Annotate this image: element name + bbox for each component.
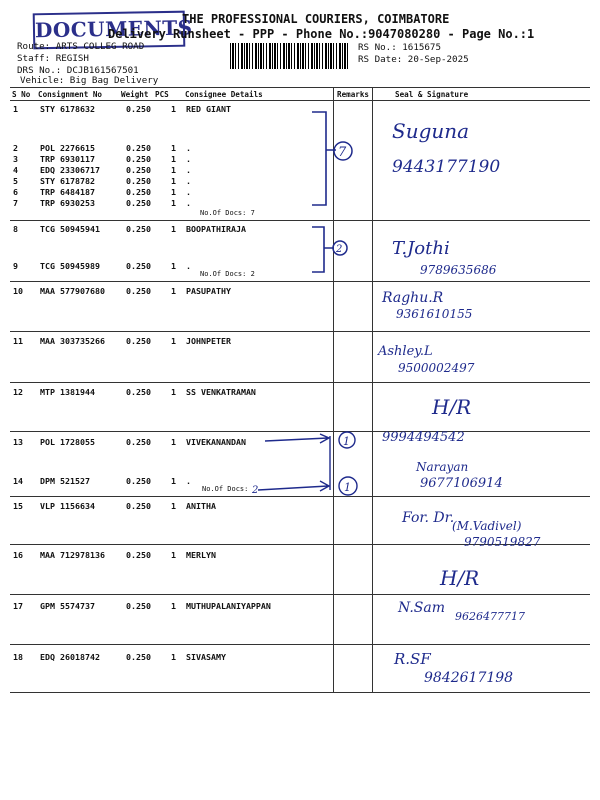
handwritten-phone: 9790519827 [464, 535, 541, 549]
row-sno: 5 [13, 176, 18, 186]
bracket-mark [312, 227, 334, 272]
col-header-remarks: Remarks [337, 90, 370, 99]
col-header-pcs: PCS [155, 90, 169, 99]
handwritten-signature: Suguna [392, 119, 470, 143]
handwritten-phone: 9842617198 [424, 670, 514, 686]
row-sno: 14 [13, 476, 23, 486]
handwritten-signature: For. Dr. [402, 510, 455, 526]
row-consignment: TRP 6930117 [40, 154, 95, 164]
count-annotation: 1 [343, 435, 350, 448]
row-consignee: . [186, 154, 191, 164]
row-weight: 0.250 [126, 154, 151, 164]
row-consignee: . [186, 261, 191, 271]
no-of-docs: No.Of Docs: 7 [200, 209, 255, 217]
row-weight: 0.250 [126, 437, 151, 447]
row-pcs: 1 [171, 387, 176, 397]
row-sno: 10 [13, 286, 23, 296]
row-weight: 0.250 [126, 652, 151, 662]
row-pcs: 1 [171, 143, 176, 153]
handwritten-phone: 9443177190 [392, 157, 501, 177]
handwritten-phone: 9677106914 [420, 476, 503, 491]
row-consignee: JOHNPETER [186, 336, 231, 346]
row-sno: 16 [13, 550, 23, 560]
col-header-signature: Seal & Signature [395, 90, 469, 99]
handwritten-signature: Narayan [416, 460, 469, 474]
handwritten-signature: Raghu.R [382, 290, 444, 306]
row-weight: 0.250 [126, 143, 151, 153]
row-pcs: 1 [171, 224, 176, 234]
row-pcs: 1 [171, 501, 176, 511]
row-sno: 8 [13, 224, 18, 234]
row-pcs: 1 [171, 550, 176, 560]
row-pcs: 1 [171, 336, 176, 346]
handwritten-phone: 9626477717 [455, 610, 525, 623]
col-header-consignment: Consignment No [38, 90, 103, 99]
row-consignment: MTP 1381944 [40, 387, 95, 397]
row-sno: 12 [13, 387, 23, 397]
row-consignee: MUTHUPALANIYAPPAN [186, 601, 271, 611]
company-title: THE PROFESSIONAL COURIERS, COIMBATORE [182, 12, 450, 26]
row-consignment: DPM 521527 [40, 476, 90, 486]
handwritten-signature: T.Jothi [392, 238, 450, 259]
handwritten-note: H/R [432, 395, 472, 419]
documents-stamp: DOCUMENTS [33, 11, 186, 50]
count-annotation: 2 [336, 244, 343, 255]
row-consignment: STY 6178632 [40, 104, 95, 114]
col-header-weight: Weight [121, 90, 149, 99]
row-consignee: . [186, 198, 191, 208]
row-weight: 0.250 [126, 476, 151, 486]
row-sno: 13 [13, 437, 23, 447]
row-weight: 0.250 [126, 550, 151, 560]
vehicle-label: Vehicle: Big Bag Delivery [20, 75, 159, 86]
row-consignment: EDQ 23306717 [40, 165, 100, 175]
row-consignment: TCG 50945989 [40, 261, 100, 271]
row-pcs: 1 [171, 601, 176, 611]
count-annotation: 1 [344, 481, 351, 494]
row-pcs: 1 [171, 476, 176, 486]
row-sno: 4 [13, 165, 18, 175]
row-pcs: 1 [171, 187, 176, 197]
row-consignment: MAA 712978136 [40, 550, 105, 560]
no-of-docs: No.Of Docs: 2 [200, 270, 255, 278]
handwritten-note: H/R [440, 566, 480, 590]
row-sno: 9 [13, 261, 18, 271]
row-sno: 15 [13, 501, 23, 511]
row-weight: 0.250 [126, 104, 151, 114]
row-consignee: MERLYN [186, 550, 216, 560]
rs-date: RS Date: 20-Sep-2025 [358, 54, 469, 65]
row-consignee: SS VENKATRAMAN [186, 387, 256, 397]
handwritten-phone: 9789635686 [420, 263, 497, 277]
row-consignee: PASUPATHY [186, 286, 231, 296]
row-pcs: 1 [171, 104, 176, 114]
row-weight: 0.250 [126, 501, 151, 511]
row-weight: 0.250 [126, 187, 151, 197]
row-consignment: TRP 6930253 [40, 198, 95, 208]
row-weight: 0.250 [126, 387, 151, 397]
row-sno: 7 [13, 198, 18, 208]
col-header-consignee: Consignee Details [185, 90, 263, 99]
row-consignment: POL 1728055 [40, 437, 95, 447]
row-weight: 0.250 [126, 261, 151, 271]
row-sno: 18 [13, 652, 23, 662]
row-consignment: STY 6178782 [40, 176, 95, 186]
count-annotation: 2 [252, 485, 259, 496]
row-weight: 0.250 [126, 198, 151, 208]
row-consignment: MAA 303735266 [40, 336, 105, 346]
bracket-mark [312, 112, 336, 205]
row-sno: 3 [13, 154, 18, 164]
row-sno: 1 [13, 104, 18, 114]
row-consignee: BOOPATHIRAJA [186, 224, 246, 234]
col-header-sno: S No [12, 90, 31, 99]
row-weight: 0.250 [126, 286, 151, 296]
handwritten-signature: R.SF [394, 650, 431, 668]
row-weight: 0.250 [126, 176, 151, 186]
row-consignment: EDQ 26018742 [40, 652, 100, 662]
row-consignment: GPM 5574737 [40, 601, 95, 611]
row-weight: 0.250 [126, 224, 151, 234]
handwritten-signature: N.Sam [398, 600, 446, 616]
row-consignment: TCG 50945941 [40, 224, 100, 234]
no-of-docs: No.Of Docs: [202, 485, 249, 493]
staff-label: Staff: REGISH [17, 53, 89, 64]
row-consignee: VIVEKANANDAN [186, 437, 246, 447]
row-sno: 2 [13, 143, 18, 153]
row-consignment: POL 2276615 [40, 143, 95, 153]
row-sno: 6 [13, 187, 18, 197]
row-consignment: VLP 1156634 [40, 501, 95, 511]
row-pcs: 1 [171, 198, 176, 208]
row-weight: 0.250 [126, 336, 151, 346]
count-annotation: 7 [338, 145, 347, 160]
row-pcs: 1 [171, 261, 176, 271]
row-pcs: 1 [171, 154, 176, 164]
row-consignee: . [186, 187, 191, 197]
row-pcs: 1 [171, 165, 176, 175]
row-consignee: SIVASAMY [186, 652, 226, 662]
row-weight: 0.250 [126, 601, 151, 611]
drs-number: DRS No.: DCJB161567501 [17, 65, 139, 76]
handwritten-phone: 9361610155 [396, 307, 473, 321]
row-consignee: ANITHA [186, 501, 216, 511]
row-consignee: RED GIANT [186, 104, 231, 114]
row-consignment: MAA 577907680 [40, 286, 105, 296]
row-consignee: . [186, 143, 191, 153]
route-label: Route: ARTS COLLEG ROAD [17, 41, 145, 52]
handwritten-name: (M.Vadivel) [452, 519, 522, 533]
handwritten-phone: 9500002497 [398, 361, 475, 375]
row-sno: 17 [13, 601, 23, 611]
handwritten-signature: Ashley.L [378, 344, 433, 359]
row-sno: 11 [13, 336, 23, 346]
row-consignee: . [186, 476, 191, 486]
arrow-mark [258, 434, 330, 491]
row-pcs: 1 [171, 176, 176, 186]
row-pcs: 1 [171, 437, 176, 447]
rs-number: RS No.: 1615675 [358, 42, 441, 53]
row-weight: 0.250 [126, 165, 151, 175]
row-consignee: . [186, 165, 191, 175]
row-consignment: TRP 6484187 [40, 187, 95, 197]
row-consignee: . [186, 176, 191, 186]
row-pcs: 1 [171, 652, 176, 662]
runsheet-subtitle: Delivery Runsheet - PPP - Phone No.:9047080280 - Page No.:1 [108, 27, 535, 41]
handwritten-phone: 9994494542 [382, 430, 465, 445]
row-pcs: 1 [171, 286, 176, 296]
